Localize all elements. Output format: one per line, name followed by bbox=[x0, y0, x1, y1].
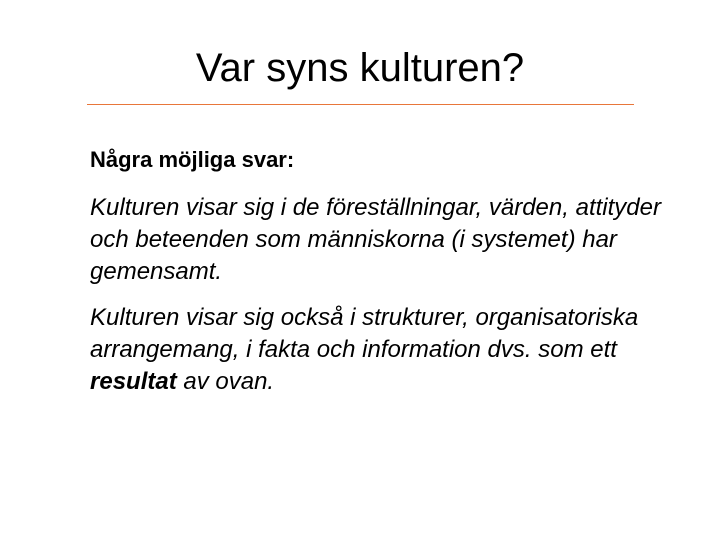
paragraph-structures bbox=[90, 302, 680, 398]
intro-heading: Några möjliga svar: bbox=[90, 147, 295, 172]
title-divider bbox=[87, 104, 634, 105]
slide-title: Var syns kulturen? bbox=[195, 46, 525, 90]
slide-body bbox=[90, 144, 680, 412]
paragraph-structures-tail: av ovan. bbox=[176, 368, 275, 395]
emphasis-resultat: resultat bbox=[90, 368, 177, 395]
paragraph-values-attitudes: Kulturen visar sig i de föreställningar, värden, attityder och beteenden som människorna (i systemet) har gemensamt. bbox=[90, 194, 661, 285]
paragraph-structures-text: Kulturen visar sig också i strukturer, organisatoriska arrangemang, i fakta och information dvs. som ett bbox=[90, 304, 639, 363]
